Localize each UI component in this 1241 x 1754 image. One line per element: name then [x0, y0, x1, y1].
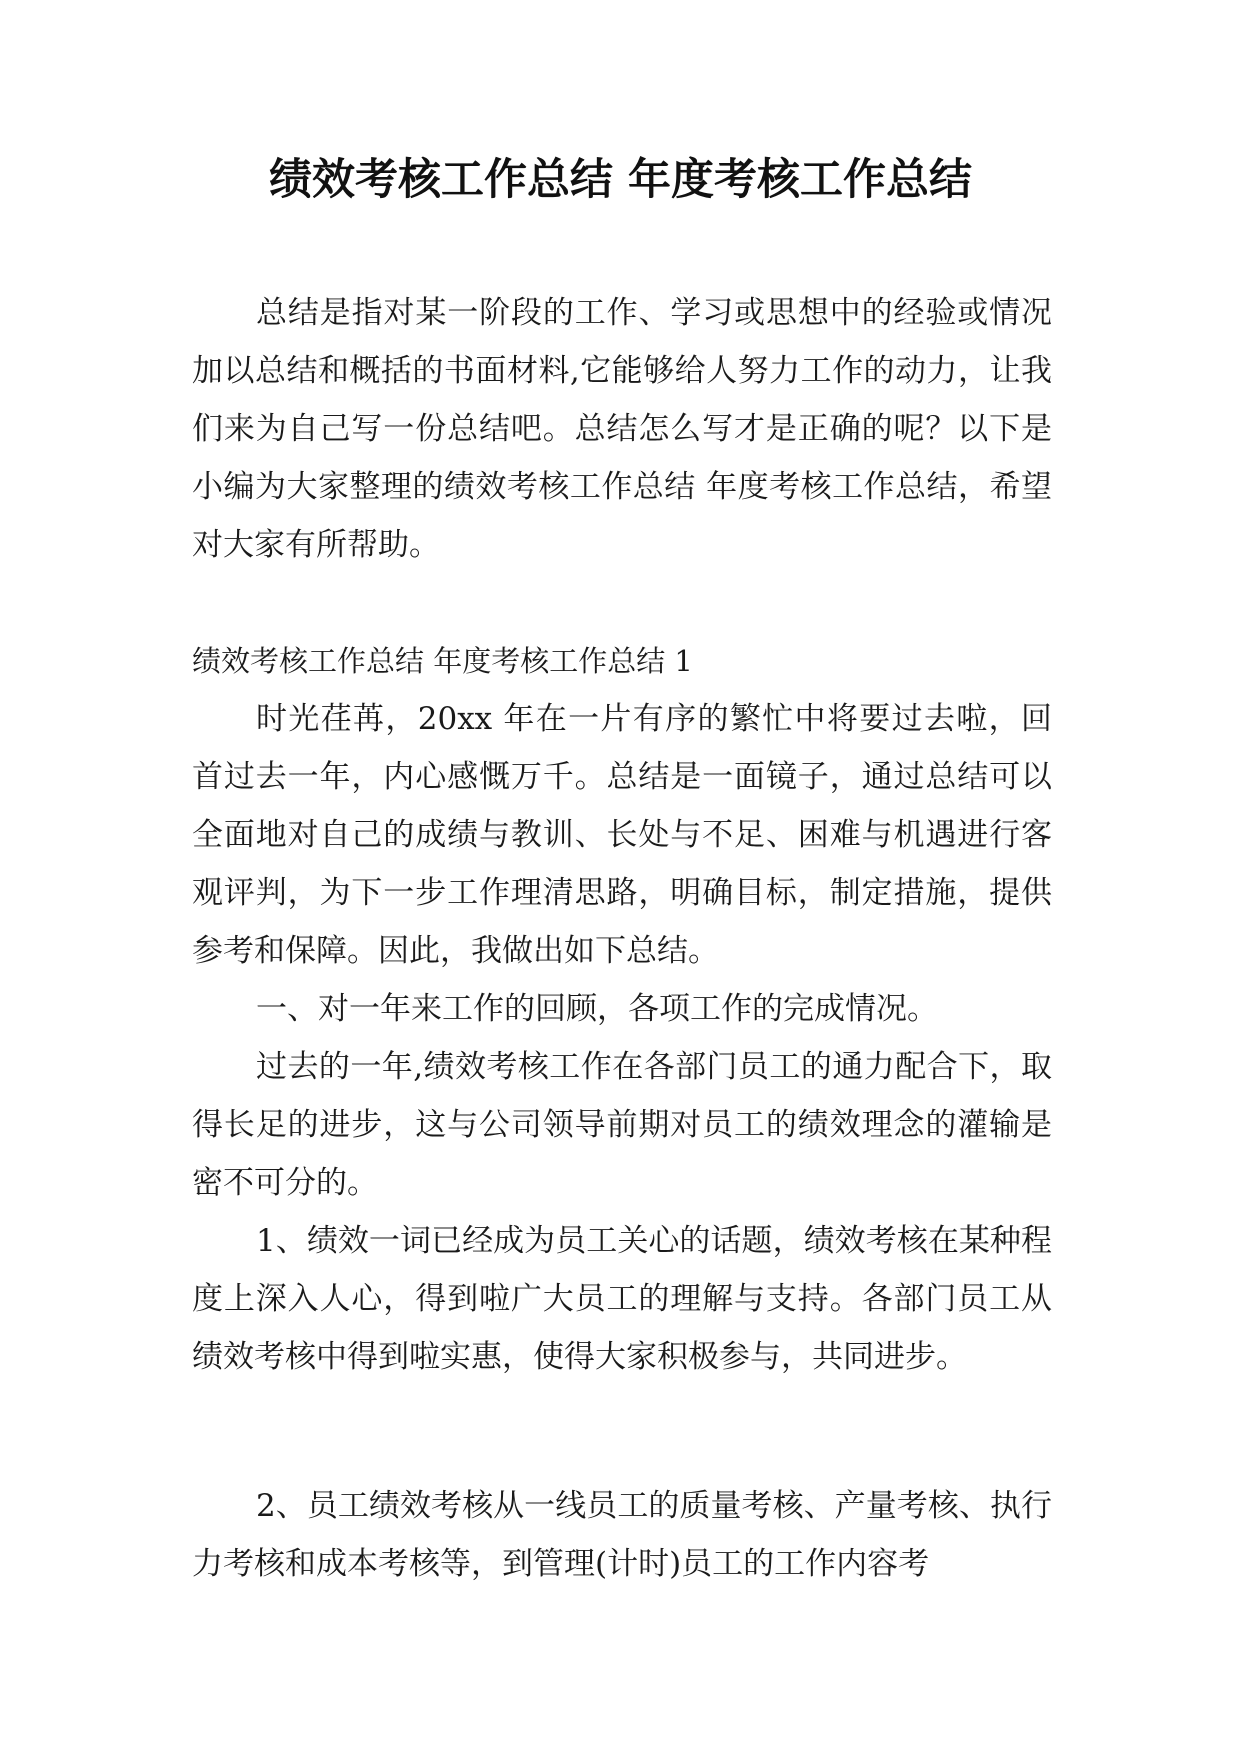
intro-paragraph: 总结是指对某一阶段的工作、学习或思想中的经验或情况加以总结和概括的书面材料,它能够给人努力工作的动力，让我们来为自己写一份总结吧。总结怎么写才是正确的呢？以下是小编为大家整理的绩效考核工作总结 年度考核工作总结，希望对大家有所帮助。: [192, 295, 1052, 563]
body-paragraph: 过去的一年,绩效考核工作在各部门员工的通力配合下，取得长足的进步，这与公司领导前期对员工的绩效理念的灌输是密不可分的。: [192, 1049, 1052, 1201]
body-paragraph: 2、员工绩效考核从一线员工的质量考核、产量考核、执行力考核和成本考核等，到管理(计时)员工的工作内容考: [192, 1488, 1052, 1582]
body-paragraph: 一、对一年来工作的回顾，各项工作的完成情况。: [256, 991, 938, 1027]
body-paragraph: 时光荏苒，20xx 年在一片有序的繁忙中将要过去啦，回首过去一年，内心感慨万千。总结是一面镜子，通过总结可以全面地对自己的成绩与教训、长处与不足、困难与机遇进行客观评判，为下一步工作理清思路，明确目标，制定措施，提供参考和保障。因此，我做出如下总结。: [192, 701, 1052, 969]
section-heading: 绩效考核工作总结 年度考核工作总结 1: [192, 644, 693, 678]
document-title: 绩效考核工作总结 年度考核工作总结: [269, 155, 972, 205]
body-paragraph: 1、绩效一词已经成为员工关心的话题，绩效考核在某种程度上深入人心，得到啦广大员工的理解与支持。各部门员工从绩效考核中得到啦实惠，使得大家积极参与，共同进步。: [192, 1223, 1052, 1375]
